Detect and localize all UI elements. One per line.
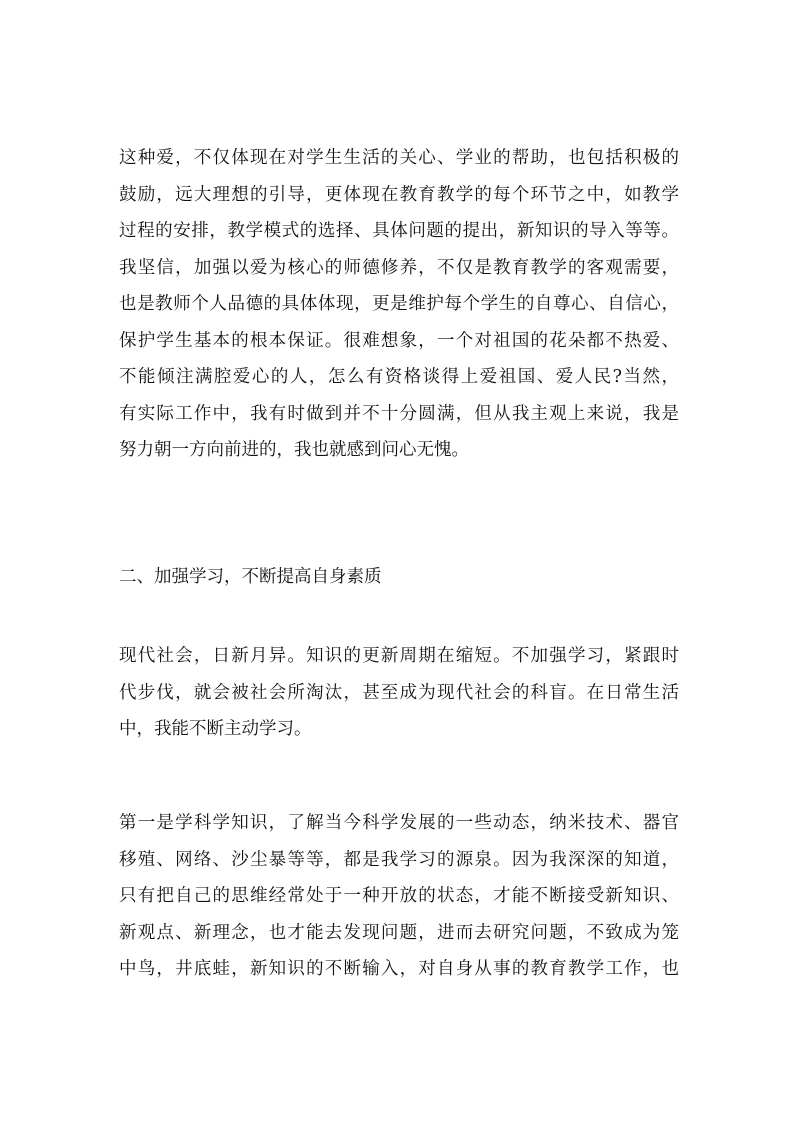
text-line: 也是教师个人品德的具体体现，更是维护每个学生的自尊心、自信心， <box>119 294 679 314</box>
paragraph-science-knowledge <box>119 805 679 988</box>
text-line: 代步伐，就会被社会所淘汰，甚至成为现代社会的科盲。在日常生活 <box>119 682 679 703</box>
text-line: 移殖、网络、沙尘暴等等，都是我学习的源泉。因为我深深的知道， <box>119 849 679 870</box>
section-heading <box>119 559 679 596</box>
text-line: 我坚信，加强以爱为核心的师德修养，不仅是教育教学的客观需要， <box>119 257 679 278</box>
text-line: 不能倾注满腔爱心的人，怎么有资格谈得上爱祖国、爱人民?当然， <box>119 367 679 387</box>
text-line: 只有把自己的思维经常处于一种开放的状态，才能不断接受新知识、 <box>119 886 679 906</box>
text-line: 现代社会，日新月异。知识的更新周期在缩短。不加强学习，紧跟时 <box>119 646 679 666</box>
text-line: 新观点、新理念，也才能去发现问题，进而去研究问题，不致成为笼 <box>119 922 679 943</box>
text-line: 保护学生基本的根本保证。很难想象，一个对祖国的花朵都不热爱、 <box>119 330 679 351</box>
text-line: 这种爱，不仅体现在对学生生活的关心、学业的帮助，也包括积极的 <box>119 148 679 168</box>
section-heading-text: 二、加强学习，不断提高自身素质 <box>119 567 382 587</box>
paragraph-modern-society <box>119 638 679 748</box>
text-line: 中鸟，井底蛙，新知识的不断输入，对自身从事的教育教学工作，也 <box>119 959 679 979</box>
text-line: 过程的安排，教学模式的选择、具体问题的提出，新知识的导入等等。 <box>119 221 679 241</box>
text-line: 努力朝一方向前进的，我也就感到问心无愧。 <box>119 440 469 460</box>
paragraph-teacher-love <box>119 140 679 469</box>
text-line: 有实际工作中，我有时做到并不十分圆满，但从我主观上来说，我是 <box>119 403 679 424</box>
text-line: 第一是学科学知识，了解当今科学发展的一些动态，纳米技术、器官 <box>119 813 679 833</box>
text-line: 中，我能不断主动学习。 <box>119 719 312 739</box>
text-line: 鼓励，远大理想的引导，更体现在教育教学的每个环节之中，如教学 <box>119 184 679 205</box>
